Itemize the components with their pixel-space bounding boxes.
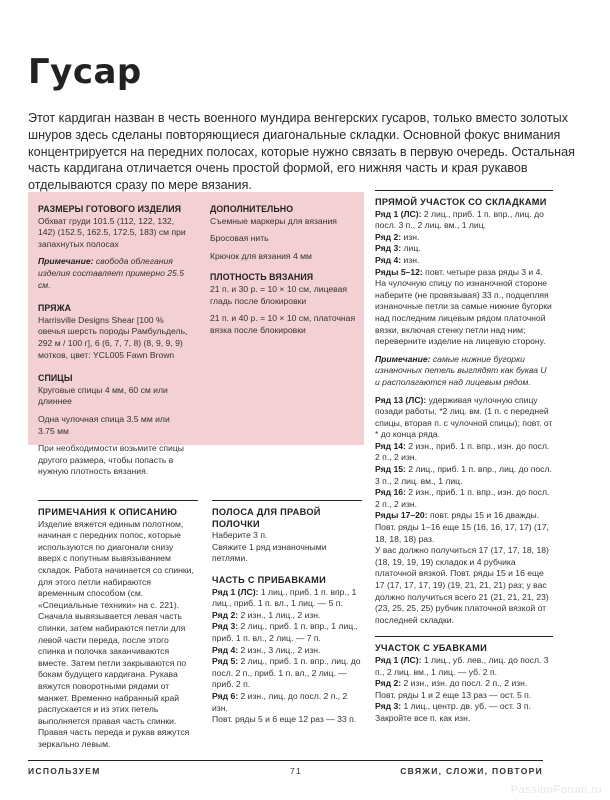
materials-left-column xyxy=(38,204,188,484)
sizes-note xyxy=(38,256,188,291)
decrease-row-3: Ряд 3: 1 лиц., центр. дв. уб. — ост. 3 п. xyxy=(375,701,531,712)
pleats-result: У вас должно получиться 17 (17, 17, 18, 18) (18, 19, 19, 19) складок и 4 рубчика платочной вязкой. Повт. ряды 15 и 16 еще 17 (17, 17, 17, 19) (19, 21, 21, 21) раз; у вас должно получиться всего 21 (21, 21, 21, 23) (23, 25, 25, 25) рубчик платочной вязкой от последней складки. xyxy=(375,545,549,625)
pleats-row-2: Ряд 2: изн. xyxy=(375,231,420,242)
extra-line-1: Съемные маркеры для вязания xyxy=(210,215,337,226)
gauge-line-2: 21 п. и 40 р. = 10 × 10 см, платочная вязка после блокировки xyxy=(210,313,356,335)
pleats-rule xyxy=(375,190,553,191)
extra-line-3: Крючок для вязания 4 мм xyxy=(210,250,312,261)
band-heading: ПОЛОСА ДЛЯ ПРАВОЙ ПОЛОЧКИ xyxy=(212,507,321,529)
footer-right: СВЯЖИ, СЛОЖИ, ПОВТОРИ xyxy=(400,766,543,776)
pleats-column xyxy=(375,190,553,725)
band-column xyxy=(212,500,362,726)
inc-repeat: Повт. ряды 5 и 6 еще 12 раз — 33 п. xyxy=(212,714,357,725)
needles-heading: СПИЦЫ xyxy=(38,373,73,384)
pleats-row-1: Ряд 1 (ЛС): 2 лиц., приб. 1 п. впр., лиц. до посл. 3 п., 2 лиц. вм., 1 лиц. xyxy=(375,208,544,231)
notes-heading: ПРИМЕЧАНИЯ К ОПИСАНИЮ xyxy=(38,507,178,517)
page-title: Гусар xyxy=(28,52,142,92)
page-number: 71 xyxy=(290,766,303,776)
page-footer xyxy=(28,760,543,776)
gauge-line-1: 21 п. и 30 р. = 10 × 10 см, лицевая гладь после блокировки xyxy=(210,283,348,306)
band-rule xyxy=(212,500,362,501)
yarn-text: Harrisville Designs Shear [100 % овечья шерсть породы Рамбульдель, 292 м / 100 г], 6 (6, 7, 7, 8) (8, 9, 9, 9) мотков, цвет: YCL005 Fawn Brown xyxy=(38,314,188,360)
sizes-text: Обхват груди 101.5 (112, 122, 132, 142) (152.5, 162.5, 172.5, 183) см при запахнутых полосах xyxy=(38,215,186,249)
sizes-note-label: Примечание: xyxy=(38,256,94,267)
pleats-rows-5-12: Ряды 5–12: повт. четыре раза ряды 3 и 4. xyxy=(375,266,543,277)
decrease-repeat: Повт. ряды 1 и 2 еще 13 раз — ост. 5 п. xyxy=(375,689,532,700)
needles-line-3: При необходимости возьмите спицы другого размера, чтобы попасть в нужную плотность вязания. xyxy=(38,443,184,477)
gauge-heading: ПЛОТНОСТЬ ВЯЗАНИЯ xyxy=(210,272,314,283)
decrease-end: Закройте все п. как изн. xyxy=(375,712,471,723)
sizes-heading: РАЗМЕРЫ ГОТОВОГО ИЗДЕЛИЯ xyxy=(38,204,182,214)
notes-text: Изделие вяжется единым полотном, начиная с передних полос, которые используются по диагонали снизу вверх с попутным вывязыванием складок. Работа начинается со спинки, для этого петли набираются временным способом (см. «Специальные техники» на с. 221). Сначала вывязывается левая часть спинки, затем набираются петли для левой части переда, после этого спинка и полочка заканчиваются вместе. Затем петли закрываются по бокам будущего кардигана. Рукава вяжутся поворотными рядами от манжет. Временно набранный край распускается и из этих петель выполняется правая часть спинки. Правая часть переда и рукав вяжутся зеркально левым. xyxy=(38,518,194,749)
yarn-heading: ПРЯЖА xyxy=(38,303,72,314)
sizes-note-text: свобода облегания изделия составляет примерно 25.5 см. xyxy=(38,256,184,290)
decrease-rule xyxy=(375,636,553,637)
pleats-rows-17-20: Ряды 17–20: повт. ряды 15 и 16 дважды. xyxy=(375,510,540,521)
inc-row-3: Ряд 3: 2 лиц., приб. 1 п. впр., 1 лиц., приб. 1 п. вл., 2 лиц. — 7 п. xyxy=(212,621,358,643)
decrease-row-1: Ряд 1 (ЛС): 1 лиц., уб. лев., лиц. до посл. 3 п., 2 лиц. вм., 1 лиц. — уб. 2 п. xyxy=(375,654,549,677)
decrease-row-2: Ряд 2: 2 изн., изн. до посл. 2 п., 2 изн. xyxy=(375,678,528,689)
pleats-repeat: Повт. ряды 1–16 еще 15 (16, 16, 17, 17) (17, 18, 18, 18) раз. xyxy=(375,522,549,544)
pleats-row-13: Ряд 13 (ЛС): удерживая чулочную спицу позади работы, *2 лиц. вм. (1 п. с передней спицы, вторая п. с чулочной спицы); повт. от * до конца ряда. xyxy=(375,394,553,440)
extra-line-2: Бросовая нить xyxy=(210,233,269,244)
decrease-heading: УЧАСТОК С УБАВКАМИ xyxy=(375,643,487,654)
watermark: PassionForum.ru xyxy=(510,784,602,796)
intro-paragraph: Этот кардиган назван в честь военного мундира венгерских гусаров, только вместо золотых шнуров здесь сделаны повторяющиеся диагональные складки. Основной фокус внимания концентрируется на передних полосах, которые нужно связать в первую очередь. Остальная часть кардигана отличается очень простой формой, его нижняя часть и края рукавов отделываются сразу по мере вязания. xyxy=(28,111,575,193)
pleats-row-3: Ряд 3: лиц. xyxy=(375,243,421,254)
needles-line-2: Одна чулочная спица 3.5 мм или 3.75 мм xyxy=(38,413,170,436)
materials-right-column xyxy=(210,204,360,342)
footer-left: ИСПОЛЬЗУЕМ xyxy=(28,766,101,776)
pleats-row-4: Ряд 4: изн. xyxy=(375,254,420,265)
notes-column xyxy=(38,500,198,750)
notes-rule xyxy=(38,500,198,501)
pleats-row-14: Ряд 14: 2 изн., приб. 1 п. впр., изн. до посл. 2 п., 2 изн. xyxy=(375,440,550,463)
extra-heading: ДОПОЛНИТЕЛЬНО xyxy=(210,204,294,214)
inc-row-6: Ряд 6: 2 изн., лиц. до посл. 2 п., 2 изн. xyxy=(212,690,348,713)
band-line-1: Наберите 3 п. xyxy=(212,530,268,541)
pleats-note: Примечание: самые нижние бугорки изнаночных петель выглядят как буква U и располагаются над лицевым рядом. xyxy=(375,353,547,387)
inc-row-4: Ряд 4: 2 изн., 3 лиц., 2 изн. xyxy=(212,644,321,655)
inc-row-5: Ряд 5: 2 лиц., приб. 1 п. впр., лиц. до посл. 2 п., приб. 1 п. вл., 2 лиц. — приб. 2 п. xyxy=(212,656,361,690)
inc-row-2: Ряд 2: 2 изн., 1 лиц., 2 изн. xyxy=(212,609,321,620)
pleats-row-15: Ряд 15: 2 лиц., приб. 1 п. впр., лиц. до посл. 3 п., 2 лиц. вм., 1 лиц. xyxy=(375,464,552,486)
band-line-2: Свяжите 1 ряд изнаночными петлями. xyxy=(212,541,327,564)
pleats-row-16: Ряд 16: 2 изн., приб. 1 п. впр., изн. до посл. 2 п., 2 изн. xyxy=(375,487,550,509)
pleats-pickup-text: На чулочную спицу по изнаночной стороне наберите (не провязывая) 33 п., подцепляя изнаночные петли за самые нижние бугорки над последним лицевым рядом платочной вязки, включая стенку петли над ним; переверните изделие на лицевую сторону. xyxy=(375,278,552,347)
needles-line-1: Круговые спицы 4 мм, 60 см или длиннее xyxy=(38,384,168,407)
inc-heading: ЧАСТЬ С ПРИБАВКАМИ xyxy=(212,574,326,585)
inc-row-1: Ряд 1 (ЛС): 1 лиц., приб. 1 п. впр., 1 лиц., приб. 1 п. вл., 1 лиц. — 5 п. xyxy=(212,586,357,609)
pleats-heading: ПРЯМОЙ УЧАСТОК СО СКЛАДКАМИ xyxy=(375,197,547,207)
